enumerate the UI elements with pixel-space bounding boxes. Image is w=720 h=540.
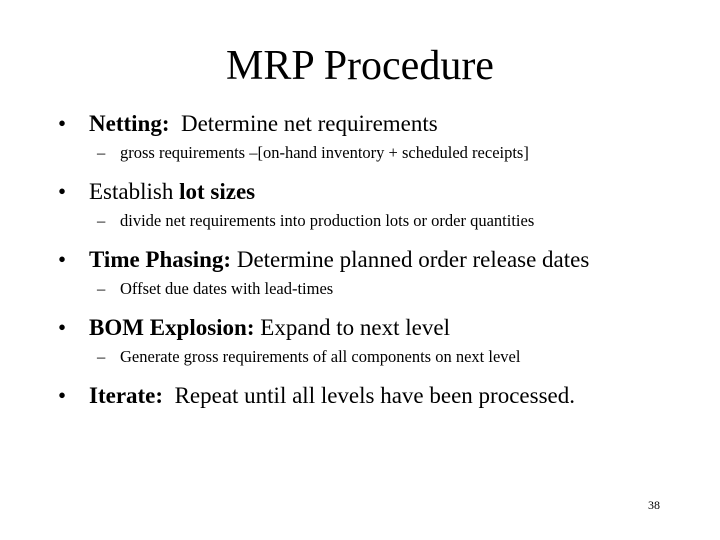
slide-title: MRP Procedure [226,43,494,89]
bullet-time-phasing [58,244,698,276]
dash-icon: – [97,279,106,298]
sub-bullet-time-phasing [97,278,698,300]
sub-bullet-lot-sizes [97,210,698,232]
bullet-dot-icon: • [58,111,67,136]
sub-bullet-text: gross requirements –[on-hand inventory + scheduled receipts] [120,143,529,162]
bullet-dot-icon: • [58,247,67,272]
bullet-dot-icon: • [58,179,67,204]
bullet-text: Establish [89,179,180,204]
bullet-text: Determine net requirements [169,111,438,136]
bullet-term: BOM Explosion: [89,315,255,340]
bullet-iterate [58,380,698,412]
bullet-term: Time Phasing: [89,247,232,272]
bullet-term: lot sizes [179,179,256,204]
bullet-dot-icon: • [58,315,67,340]
sub-bullet-bom-explosion [97,346,698,368]
page-number: 38 [648,498,660,512]
dash-icon: – [97,143,106,162]
bullet-bom-explosion [58,312,698,344]
bullet-lot-sizes [58,176,698,208]
bullet-term: Netting: [89,111,170,136]
bullet-dot-icon: • [58,383,67,408]
dash-icon: – [97,347,106,366]
bullet-netting [58,108,698,140]
bullet-text: Expand to next level [254,315,450,340]
dash-icon: – [97,211,106,230]
bullet-text: Determine planned order release dates [231,247,590,272]
sub-bullet-text: Offset due dates with lead-times [120,279,334,298]
sub-bullet-text: divide net requirements into production lots or order quantities [120,211,535,230]
bullet-text: Repeat until all levels have been processed. [163,383,575,408]
sub-bullet-text: Generate gross requirements of all components on next level [120,347,521,366]
sub-bullet-netting [97,142,698,164]
bullet-term: Iterate: [89,383,164,408]
bullet-list [58,108,698,412]
